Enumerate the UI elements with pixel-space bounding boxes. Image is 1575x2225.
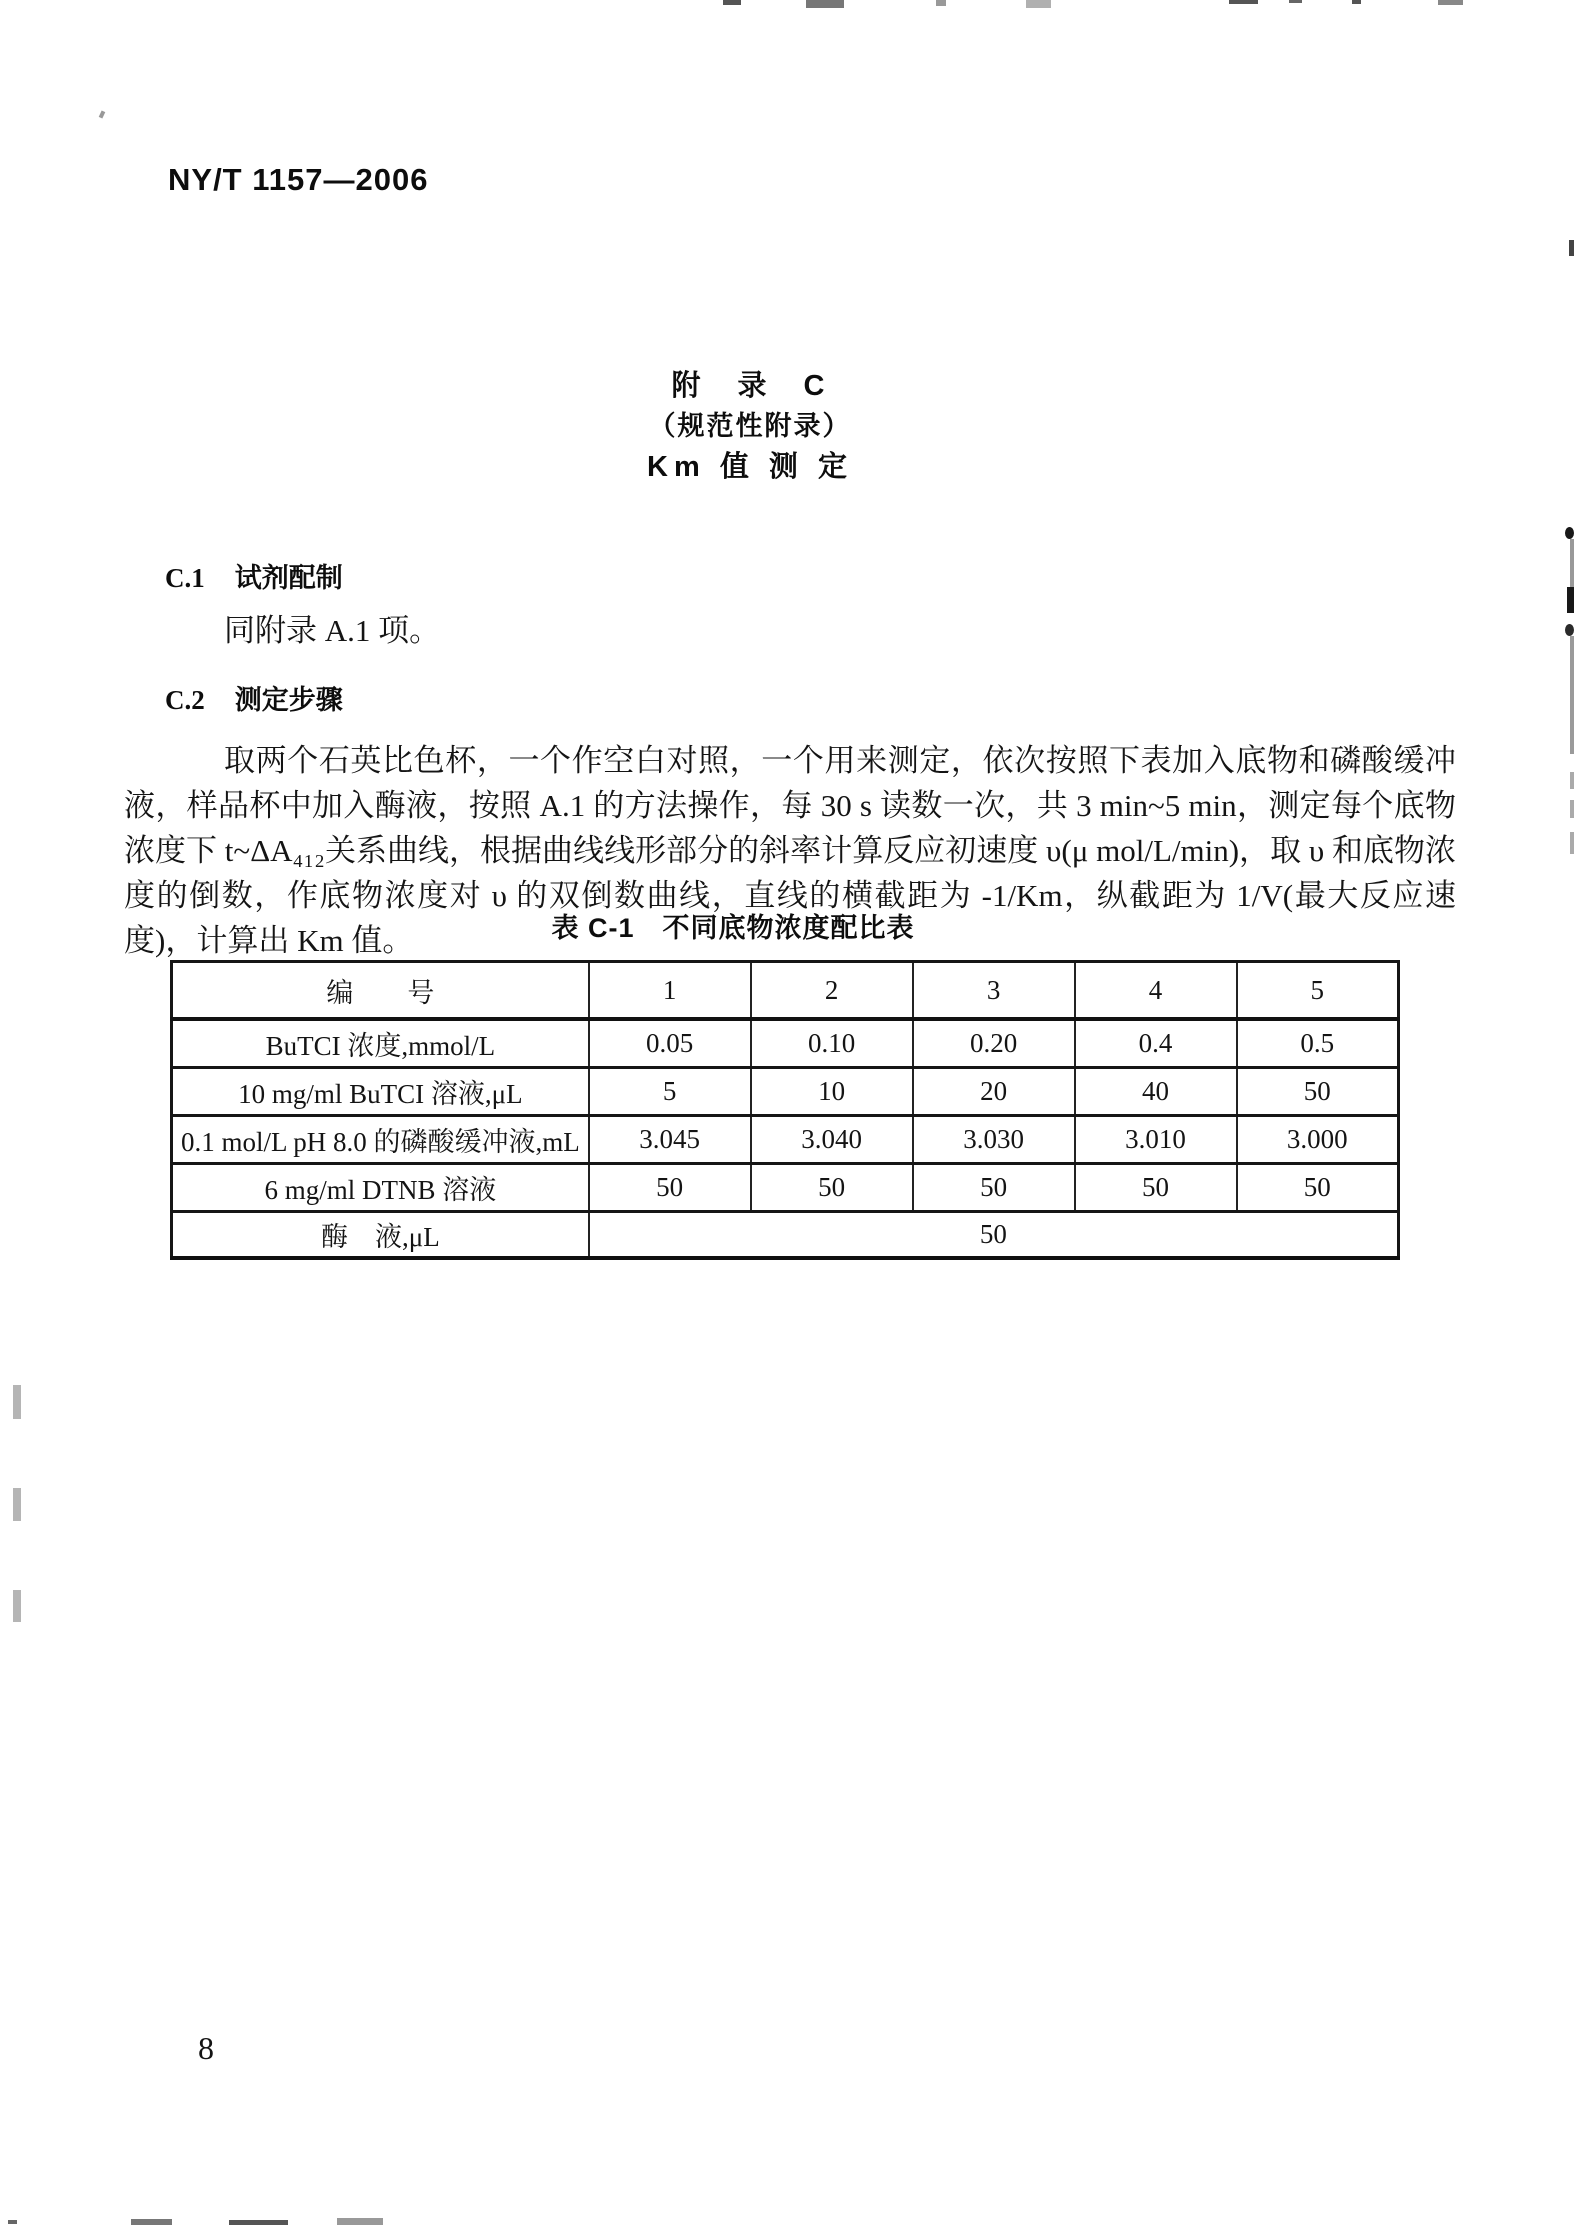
section-c1-number: C.1 [165, 563, 205, 593]
cell: 20 [913, 1068, 1075, 1116]
scan-artifact [229, 2220, 288, 2225]
table-row [172, 1068, 1399, 1116]
table-header-col-4: 4 [1075, 962, 1237, 1020]
scan-artifact [337, 2218, 383, 2225]
cell: 50 [1237, 1164, 1399, 1212]
cell: 3.010 [1075, 1116, 1237, 1164]
cell: 50 [589, 1164, 751, 1212]
section-c2-heading [165, 678, 343, 717]
scan-artifact [1569, 240, 1574, 256]
scan-artifact [1026, 0, 1051, 8]
scan-artifact [1570, 772, 1574, 789]
scan-artifact [1289, 0, 1302, 3]
cell: 50 [751, 1164, 913, 1212]
table-header-label: 编 号 [172, 962, 589, 1020]
table-header-col-1: 1 [589, 962, 751, 1020]
cell: 0.4 [1075, 1019, 1237, 1068]
appendix-title-block [0, 366, 1500, 488]
cell: 3.040 [751, 1116, 913, 1164]
scan-artifact [1570, 832, 1574, 854]
span-cell: 50 [589, 1212, 1399, 1259]
scan-artifact [1570, 636, 1574, 754]
scan-artifact [806, 0, 844, 8]
row-label: 10 mg/ml BuTCI 溶液,μL [172, 1068, 589, 1116]
standard-number: NY/T 1157—2006 [168, 162, 429, 197]
section-c1-title: 试剂配制 [234, 563, 343, 593]
row-label: 0.1 mol/L pH 8.0 的磷酸缓冲液,mL [172, 1116, 589, 1164]
cell: 10 [751, 1068, 913, 1116]
cell: 0.05 [589, 1019, 751, 1068]
appendix-subtitle: （规范性附录） [648, 411, 852, 441]
scan-artifact [13, 1488, 21, 1521]
cell: 5 [589, 1068, 751, 1116]
cell: 40 [1075, 1068, 1237, 1116]
row-label: 酶 液,μL [172, 1212, 589, 1259]
section-c2-number: C.2 [165, 685, 205, 715]
scan-artifact [1570, 800, 1574, 818]
scan-artifact [1229, 0, 1258, 4]
table-header-row [172, 962, 1399, 1020]
cell: 0.20 [913, 1019, 1075, 1068]
table-row [172, 1019, 1399, 1068]
cell: 0.10 [751, 1019, 913, 1068]
scan-artifact [1565, 624, 1574, 636]
section-c2-title: 测定步骤 [234, 685, 343, 715]
table-header-col-3: 3 [913, 962, 1075, 1020]
scan-artifact [1567, 587, 1574, 613]
table-row [172, 1164, 1399, 1212]
scan-artifact [8, 2220, 17, 2224]
row-label: BuTCI 浓度,mmol/L [172, 1019, 589, 1068]
cell: 3.000 [1237, 1116, 1399, 1164]
cell: 50 [1075, 1164, 1237, 1212]
table-caption: 表 C-1 不同底物浓度配比表 [551, 913, 915, 943]
scan-artifact [131, 2219, 172, 2225]
cell: 3.045 [589, 1116, 751, 1164]
table-c1 [170, 960, 1400, 1260]
scan-artifact [13, 1590, 21, 1622]
cell: 3.030 [913, 1116, 1075, 1164]
scan-artifact [1570, 539, 1574, 587]
appendix-topic: Km 值 测 定 [647, 451, 853, 483]
page-number: 8 [198, 2030, 214, 2066]
table-header-col-5: 5 [1237, 962, 1399, 1020]
cell: 50 [1237, 1068, 1399, 1116]
scan-artifact [723, 0, 741, 5]
section-c1-heading [165, 556, 343, 595]
appendix-title: 附 录 C [671, 370, 829, 402]
section-c1-body: 同附录 A.1 项。 [224, 613, 441, 648]
table-span-row [172, 1212, 1399, 1259]
table-header-col-2: 2 [751, 962, 913, 1020]
scan-artifact [99, 110, 106, 118]
cell: 0.5 [1237, 1019, 1399, 1068]
row-label: 6 mg/ml DTNB 溶液 [172, 1164, 589, 1212]
scan-artifact [1438, 0, 1463, 5]
scan-artifact [936, 0, 946, 6]
section-c2-body: 取两个石英比色杯，一个作空白对照，一个用来测定，依次按照下表加入底物和磷酸缓冲液，样品杯中加入酶液，按照 A.1 的方法操作，每 30 s 读数一次，共 3 min~5 min，测定每个底物浓度下 t~ΔA₄₁₂关系曲线，根据曲线线形部分的斜率计算反应初速度 υ(μ mol/L/min)，取 υ 和底物浓度的倒数，作底物浓度对 υ 的双倒数曲线，直线的横截距为 -1/Km，纵截距为 1/V(最大反应速度)，计算出 Km 值。 [124, 743, 1456, 958]
scan-artifact [1352, 0, 1361, 4]
table-row [172, 1116, 1399, 1164]
cell: 50 [913, 1164, 1075, 1212]
scan-artifact [13, 1385, 21, 1419]
scan-artifact [1565, 527, 1574, 539]
